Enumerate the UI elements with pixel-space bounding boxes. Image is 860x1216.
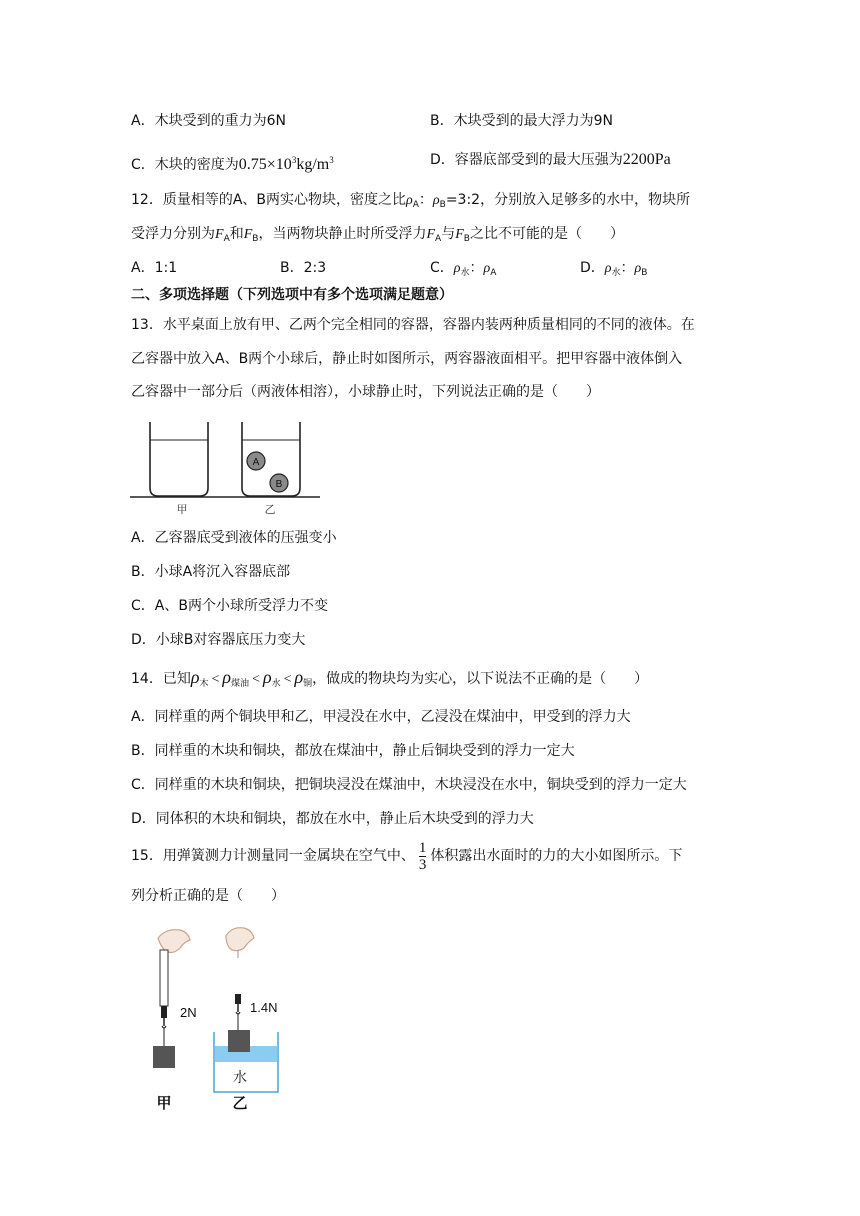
q12-option-d: D．$\rho_水$：$\rho_B$ [580, 260, 648, 278]
ball-b-label: B [275, 479, 283, 490]
q14-option-c: C．同样重的木块和铜块，把铜块浸没在煤油中，木块浸没在水中，铜块受到的浮力一定大 [131, 777, 687, 793]
q12-stem-line1: 12．质量相等的A、B两实心物块，密度之比$\rho_A$：$\rho_B=3:2$，分别放入足够多的水中，物块所 [131, 192, 691, 210]
q12-option-b: B．2:3 [280, 260, 327, 276]
q12-option-a: A．1:1 [131, 260, 178, 276]
q14-option-d: D．同体积的木块和铜块，都放在水中，静止后木块受到的浮力大 [131, 811, 534, 827]
q13-figure [130, 418, 325, 518]
q11-option-c: C．木块的密度为$0.75\times 10^3kg/m^3$ [131, 155, 334, 173]
q11-option-b: B．木块受到的最大浮力为9N [430, 113, 613, 129]
q13-option-c: C．A、B两个小球所受浮力不变 [131, 598, 328, 614]
q11-option-d: D．容器底部受到的最大压强为2200Pa [430, 151, 671, 168]
q14-option-a: A．同样重的两个铜块甲和乙，甲浸没在水中，乙浸没在煤油中，甲受到的浮力大 [131, 709, 631, 725]
reading-2n: 2N [180, 1005, 197, 1020]
q13-option-d: D．小球B对容器底压力变大 [131, 632, 306, 648]
q13-stem-line3: 乙容器中一部分后（两液体相溶），小球静止时，下列说法正确的是（ ） [131, 384, 600, 400]
q12-option-c: C．$\rho_水$：$\rho_A$ [430, 260, 497, 278]
q13-option-a: A．乙容器底受到液体的压强变小 [131, 530, 337, 546]
hand-icon [158, 928, 254, 953]
fraction-one-third: $\frac{1}{3}$ [418, 839, 427, 873]
ball-a-label: A [252, 457, 260, 468]
q15-figure [140, 922, 300, 1117]
water-label: 水 [233, 1070, 247, 1086]
fig15-label-yi: 乙 [232, 1094, 248, 1112]
fig13-label-jia: 甲 [176, 503, 188, 516]
reading-1-4n: 1.4N [250, 1000, 278, 1015]
q12-stem-line2: 受浮力分别为$F_A$和$F_B$，当两物块静止时所受浮力$F_A$与$F_B$之比不可能的是（ ） [131, 226, 624, 244]
q13-option-b: B．小球A将沉入容器底部 [131, 564, 291, 580]
q15-stem-line1: 15．用弹簧测力计测量同一金属块在空气中、 $\frac{1}{3}$ 体积露出水面时的力的大小如图所示。下 [131, 839, 683, 873]
q15-stem-line2: 列分析正确的是（ ） [131, 888, 285, 904]
q14-stem: 14．已知$\rho_木 < \rho_{煤油} < \rho_水 < \rho_铜$，做成的物块均为实心，以下说法不正确的是（ ） [131, 667, 649, 689]
q11-option-a: A．木块受到的重力为6N [131, 113, 286, 129]
q13-stem-line1: 13．水平桌面上放有甲、乙两个完全相同的容器，容器内装两种质量相同的不同的液体。在 [131, 317, 695, 333]
q14-option-b: B．同样重的木块和铜块，都放在煤油中，静止后铜块受到的浮力一定大 [131, 743, 575, 759]
section-heading: 二、多项选择题（下列选项中有多个选项满足题意） [131, 287, 453, 303]
q13-stem-line2: 乙容器中放入A、B两个小球后，静止时如图所示，两容器液面相平。把甲容器中液体倒入 [131, 351, 683, 367]
fig15-label-jia: 甲 [156, 1094, 172, 1112]
fig13-label-yi: 乙 [264, 503, 276, 516]
